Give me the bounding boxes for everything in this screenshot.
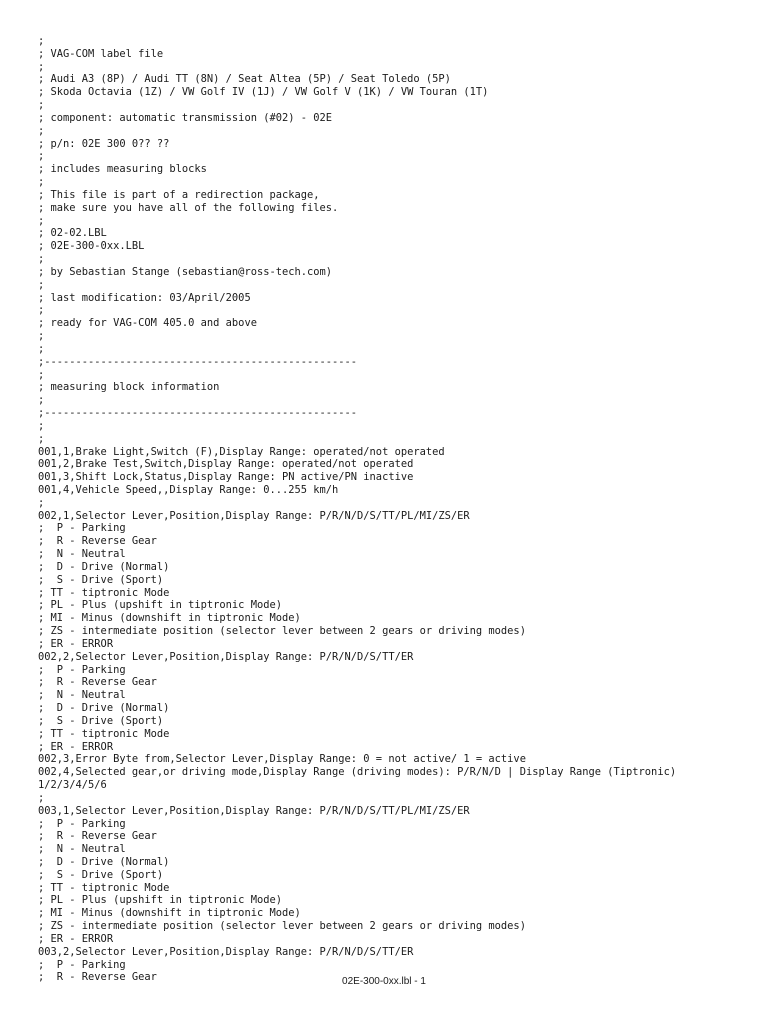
document-line: ;: [38, 35, 45, 47]
document-line: 002,1,Selector Lever,Position,Display Range: P/R/N/D/S/TT/PL/MI/ZS/ER: [38, 509, 470, 522]
document-line: ; P - Parking: [38, 522, 126, 535]
document-line: ; R - Reverse Gear: [38, 676, 157, 689]
document-line: ; 02E-300-0xx.LBL: [38, 240, 145, 253]
document-line: ; TT - tiptronic Mode: [38, 881, 170, 894]
document-line: ; N - Neutral: [38, 689, 126, 702]
document-line: ; TT - tiptronic Mode: [38, 727, 170, 740]
document-line: ;: [38, 432, 45, 445]
document-line: ; MI - Minus (downshift in tiptronic Mode): [38, 612, 301, 625]
document-line: ; ZS - intermediate position (selector lever between 2 gears or driving modes): [38, 920, 526, 933]
document-line: ; D - Drive (Normal): [38, 702, 170, 715]
document-line: ;: [38, 330, 45, 343]
document-line: ; p/n: 02E 300 0?? ??: [38, 137, 170, 150]
document-line: ; component: automatic transmission (#02) - 02E: [38, 111, 333, 124]
document-line: ; S - Drive (Sport): [38, 573, 164, 586]
document-line: ; Skoda Octavia (1Z) / VW Golf IV (1J) / VW Golf V (1K) / VW Touran (1T): [38, 86, 489, 99]
label-file-listing: [38, 35, 758, 984]
document-line: ;: [38, 342, 45, 355]
document-line: ; VAG-COM label file: [38, 47, 164, 60]
document-line: ; R - Reverse Gear: [38, 971, 157, 984]
document-line: ; S - Drive (Sport): [38, 714, 164, 727]
document-line: ;: [38, 394, 45, 407]
document-line: ; PL - Plus (upshift in tiptronic Mode): [38, 894, 282, 907]
document-line: ; P - Parking: [38, 817, 126, 830]
document-line: 003,2,Selector Lever,Position,Display Range: P/R/N/D/S/TT/ER: [38, 945, 414, 958]
document-line: ; R - Reverse Gear: [38, 535, 157, 548]
document-line: ; measuring block information: [38, 381, 220, 394]
document-line: ; 02-02.LBL: [38, 227, 107, 240]
document-line: ; ER - ERROR: [38, 740, 114, 753]
document-line: ; P - Parking: [38, 958, 126, 971]
document-line: 002,3,Error Byte from,Selector Lever,Display Range: 0 = not active/ 1 = active: [38, 753, 526, 766]
document-line: ; R - Reverse Gear: [38, 830, 157, 843]
document-line: ; P - Parking: [38, 663, 126, 676]
document-line: ; S - Drive (Sport): [38, 868, 164, 881]
document-line: ; D - Drive (Normal): [38, 856, 170, 868]
document-line: ;: [38, 124, 45, 137]
document-line: ; by Sebastian Stange (sebastian@ross-tech.com): [38, 265, 333, 278]
document-line: ;: [38, 150, 45, 163]
document-line: ; ZS - intermediate position (selector lever between 2 gears or driving modes): [38, 625, 526, 638]
document-line: ;: [38, 278, 45, 291]
document-line: 002,2,Selector Lever,Position,Display Range: P/R/N/D/S/TT/ER: [38, 650, 414, 663]
document-line: ; Audi A3 (8P) / Audi TT (8N) / Seat Altea (5P) / Seat Toledo (5P): [38, 73, 451, 86]
document-line: ; N - Neutral: [38, 843, 126, 856]
document-line: 001,3,Shift Lock,Status,Display Range: PN active/PN inactive: [38, 471, 414, 484]
document-line: ; ER - ERROR: [38, 932, 114, 945]
document-line: 003,1,Selector Lever,Position,Display Range: P/R/N/D/S/TT/PL/MI/ZS/ER: [38, 804, 470, 817]
document-line: ;: [38, 176, 45, 189]
document-line: ; MI - Minus (downshift in tiptronic Mode): [38, 907, 301, 920]
document-line: ;--------------------------------------------------: [38, 407, 358, 420]
document-line: ; PL - Plus (upshift in tiptronic Mode): [38, 599, 282, 612]
document-line: ; ER - ERROR: [38, 637, 114, 650]
document-line: ;--------------------------------------------------: [38, 355, 358, 368]
document-line: ; make sure you have all of the following files.: [38, 201, 339, 214]
document-line: ;: [38, 368, 45, 381]
document-line: 1/2/3/4/5/6: [38, 779, 107, 792]
document-line: 001,4,Vehicle Speed,,Display Range: 0...255 km/h: [38, 483, 339, 496]
document-line: ; includes measuring blocks: [38, 163, 207, 176]
document-line: ; TT - tiptronic Mode: [38, 586, 170, 599]
document-line: ; last modification: 03/April/2005: [38, 291, 251, 304]
document-line: ;: [38, 791, 45, 804]
document-line: 001,1,Brake Light,Switch (F),Display Range: operated/not operated: [38, 445, 445, 458]
page-footer: 02E-300-0xx.lbl - 1: [342, 976, 426, 987]
document-line: ; This file is part of a redirection package,: [38, 188, 320, 201]
document-line: ;: [38, 99, 45, 112]
document-line: ;: [38, 496, 45, 509]
document-line: ; N - Neutral: [38, 548, 126, 561]
document-line: ;: [38, 419, 45, 432]
document-line: 002,4,Selected gear,or driving mode,Display Range (driving modes): P/R/N/D | Display Range (Tiptronic): [38, 766, 677, 779]
document-line: ; ready for VAG-COM 405.0 and above: [38, 317, 257, 330]
document-line: ;: [38, 304, 45, 317]
document-line: ;: [38, 253, 45, 266]
document-line: 001,2,Brake Test,Switch,Display Range: operated/not operated: [38, 458, 414, 471]
document-line: ; D - Drive (Normal): [38, 560, 170, 573]
document-line: ;: [38, 60, 45, 73]
document-line: ;: [38, 214, 45, 227]
